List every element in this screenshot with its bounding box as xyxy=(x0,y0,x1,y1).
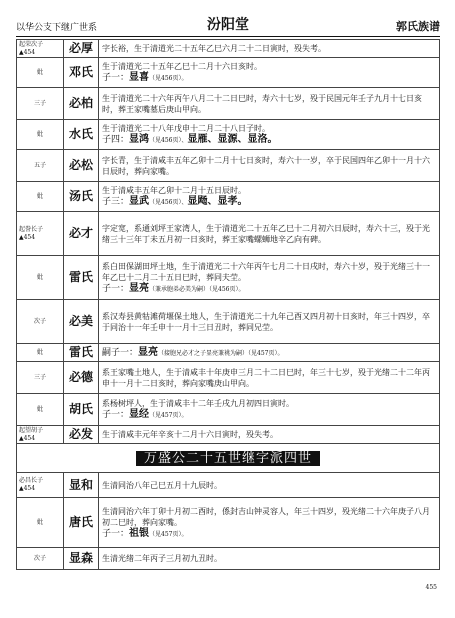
child-name: 显鸿 xyxy=(129,134,150,145)
name-cell: 必才 xyxy=(64,212,99,256)
relation-cell xyxy=(17,212,64,256)
name-cell: 雷氏 xyxy=(64,344,99,362)
name-cell: 邓氏 xyxy=(64,58,99,88)
children-line xyxy=(102,72,436,84)
generation-banner-row xyxy=(17,444,440,473)
bio-cell xyxy=(99,58,440,88)
children-line xyxy=(102,528,436,540)
table-row xyxy=(17,150,440,182)
name-cell: 显森 xyxy=(64,548,99,570)
child-names: 显飏、显孝。 xyxy=(187,196,248,207)
child-name: 显经 xyxy=(129,409,150,420)
table-row xyxy=(17,300,440,344)
table-row xyxy=(17,40,440,58)
relation-cell xyxy=(17,88,64,120)
name-cell: 汤氏 xyxy=(64,182,99,212)
relation-label: 三子 xyxy=(33,99,46,107)
generation-banner: 万盛公二十五世继字派四世 xyxy=(136,451,320,466)
bio-cell xyxy=(99,300,440,344)
bio-text: 字定宽，系通刘坪王家湾人，生于清道光二十五年乙巳十二月初六日辰时，寿六十三，殁于光绪三十三年丁未五月初一日亥时，葬王家嘴螺蛳地辛乙向有碑。 xyxy=(102,223,430,244)
bio-text: 系白田保湖田坪土地，生于清道光二十六年丙午七月二十日戌时，寿六十岁，殁于光绪三十一年乙巳十二月二十五日巳时，葬同夫茔。 xyxy=(102,261,430,282)
ref-marker: ▲454 xyxy=(19,48,36,56)
bio-text: 字长青，生于清咸丰五年乙卯十二月十七日亥时，寿六十一岁，卒于民国四年乙卯十一月十六日辰时，葬向家嘴。 xyxy=(102,155,430,176)
ref-marker: ▲454 xyxy=(19,434,36,442)
bio-cell xyxy=(99,394,440,426)
relation-cell xyxy=(17,344,64,362)
relation-label: 妣 xyxy=(36,405,43,413)
name-cell: 必柏 xyxy=(64,88,99,120)
name-cell: 雷氏 xyxy=(64,256,99,300)
relation-cell xyxy=(17,150,64,182)
relation-cell xyxy=(17,40,64,58)
bio-cell xyxy=(99,212,440,256)
children-line xyxy=(102,347,436,359)
relation-label: 起誊长子 xyxy=(19,225,44,233)
children-label: 子一： xyxy=(102,283,130,294)
bio-text: 生清同治六年丁卯十月初二酉时，係封吉山钟灵容人，年三十四岁，殁光绪二十六年庚子八月初二巳时，葬向家嘴。 xyxy=(102,506,430,527)
name-cell: 必松 xyxy=(64,150,99,182)
relation-cell xyxy=(17,182,64,212)
children-label: 子三： xyxy=(102,197,130,207)
name-cell: 唐氏 xyxy=(64,498,99,548)
table-row xyxy=(17,256,440,300)
relation-label: 次子 xyxy=(33,554,46,562)
child-name: 显喜 xyxy=(129,72,150,83)
bio-text: 生清同治八年己巳五月十九辰时。 xyxy=(102,480,222,490)
child-name: 显亮 xyxy=(138,346,159,358)
children-label: 子四： xyxy=(102,135,130,145)
children-line xyxy=(102,134,436,146)
table-row xyxy=(17,548,440,570)
generation-banner-cell xyxy=(17,444,440,473)
bio-cell xyxy=(99,344,440,362)
relation-cell xyxy=(17,394,64,426)
name-cell: 必德 xyxy=(64,362,99,394)
name-cell: 必发 xyxy=(64,426,99,444)
children-label: 嗣子一： xyxy=(102,347,139,358)
table-row xyxy=(17,426,440,444)
name-cell: 胡氏 xyxy=(64,394,99,426)
bio-cell xyxy=(99,362,440,394)
name-cell: 必美 xyxy=(64,300,99,344)
children-label: 子一： xyxy=(102,528,130,539)
relation-label: 五子 xyxy=(33,161,46,169)
page-ref: （见457页）。 xyxy=(149,412,188,419)
bio-cell xyxy=(99,120,440,150)
relation-label: 妣 xyxy=(36,348,43,356)
table-row xyxy=(17,344,440,362)
relation-label: 妣 xyxy=(36,130,43,138)
bio-cell xyxy=(99,182,440,212)
bio-cell xyxy=(99,548,440,570)
relation-label: 三子 xyxy=(33,373,46,381)
relation-cell xyxy=(17,548,64,570)
relation-cell xyxy=(17,498,64,548)
table-row xyxy=(17,212,440,256)
page-ref: （见456页）。 xyxy=(149,75,188,82)
relation-label: 妣 xyxy=(36,273,43,281)
bio-cell xyxy=(99,40,440,58)
page-header xyxy=(16,14,440,36)
child-names: 显雁、显源、显洛。 xyxy=(187,134,278,145)
relation-cell xyxy=(17,362,64,394)
bio-text: 系王家嘴土地人，生于清咸丰十年庚申三月二十二日巳时，年三十七岁，殁于光绪二十二年丙申十一月十二日亥时，葬向家嘴庚山甲向。 xyxy=(102,367,430,388)
page-ref: （接胞兄必才之子显亮兼祧为嗣）（见457页）。 xyxy=(158,349,284,357)
children-label: 子一： xyxy=(102,410,130,420)
children-line xyxy=(102,196,436,208)
header-left: 以华公支下继广世系 xyxy=(16,23,98,33)
page-ref: （见456页）、 xyxy=(149,199,188,206)
relation-cell xyxy=(17,120,64,150)
relation-label: 妣 xyxy=(36,192,43,200)
table-row xyxy=(17,394,440,426)
bio-text: 生于清咸丰元年辛亥十二月十六日寅时，殁失考。 xyxy=(102,430,278,439)
table-row xyxy=(17,473,440,498)
bio-text: 生于清道光二十八年戊申十二月二十八日子时。 xyxy=(102,124,270,133)
children-line xyxy=(102,283,436,295)
page-ref: （见456页）、 xyxy=(149,137,188,144)
ref-marker: ▲454 xyxy=(19,233,36,241)
child-name: 祖银 xyxy=(129,527,150,539)
header-center: 汾阳堂 xyxy=(207,17,249,33)
table-row xyxy=(17,498,440,548)
bio-cell xyxy=(99,150,440,182)
ref-marker: ▲454 xyxy=(19,485,36,492)
header-rule xyxy=(16,36,440,37)
relation-label: 起荣次子 xyxy=(19,40,44,48)
relation-label: 妣 xyxy=(36,518,43,526)
bio-cell xyxy=(99,426,440,444)
children-line xyxy=(102,409,436,421)
table-row xyxy=(17,88,440,120)
bio-cell xyxy=(99,473,440,498)
relation-cell xyxy=(17,58,64,88)
bio-text: 生于清道光二十六年丙午八月二十二日巳时，寿六十七岁，殁于民国元年壬子九月十七日亥时，葬王家嘴墓后庚山甲向。 xyxy=(102,93,422,114)
page-ref: （兼承胞弟必美为嗣）（见456页）。 xyxy=(149,285,245,293)
bio-text: 生清光绪二年丙子三月初九丑时。 xyxy=(102,554,222,563)
relation-label: 次子 xyxy=(33,317,46,325)
table-row xyxy=(17,182,440,212)
name-cell: 必厚 xyxy=(64,40,99,58)
child-name: 显亮 xyxy=(129,282,150,294)
children-label: 子一： xyxy=(102,73,130,83)
relation-label: 必昌长子 xyxy=(19,477,44,484)
bio-cell xyxy=(99,256,440,300)
child-name: 显武 xyxy=(129,196,150,207)
bio-text: 字长裕，生于清道光二十五年乙巳六月二十二日寅时，殁失考。 xyxy=(102,44,326,53)
bio-cell xyxy=(99,88,440,120)
relation-cell xyxy=(17,256,64,300)
relation-label: 妣 xyxy=(36,68,43,76)
relation-label: 起望胡子 xyxy=(19,426,44,434)
table-row xyxy=(17,120,440,150)
genealogy-table xyxy=(16,39,440,570)
name-cell: 水氏 xyxy=(64,120,99,150)
relation-cell xyxy=(17,300,64,344)
relation-cell xyxy=(17,473,64,498)
bio-cell xyxy=(99,498,440,548)
header-right: 郭氏族谱 xyxy=(396,20,440,33)
table-row xyxy=(17,58,440,88)
relation-cell xyxy=(17,426,64,444)
bio-text: 系杨树坪人，生于清咸丰十二年壬戌九月初四日寅时。 xyxy=(102,399,294,408)
bio-text: 生于清道光二十五年乙巳十二月十六日亥时。 xyxy=(102,62,262,71)
page-number: 455 xyxy=(425,584,437,591)
bio-text: 系汉寿县黄牯滩荷堰保土地人，生于清道光二十九年己酉又四月初十日亥时，年三十四岁，卒于同治十一年壬申十一月十三日丑时，葬同兄茔。 xyxy=(102,311,430,332)
table-row xyxy=(17,362,440,394)
name-cell: 显和 xyxy=(64,473,99,498)
bio-text: 生于清咸丰五年乙卯十二月十五日辰时。 xyxy=(102,186,246,195)
page-ref: （见457页）。 xyxy=(149,530,188,538)
